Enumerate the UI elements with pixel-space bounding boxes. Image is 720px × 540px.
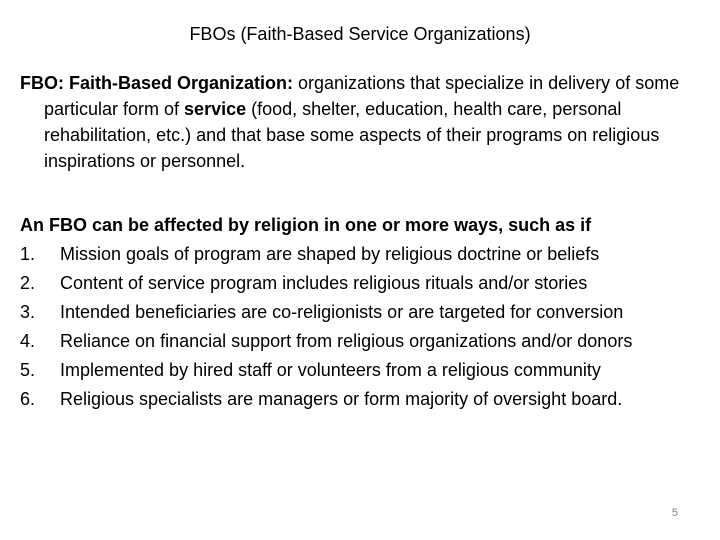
list-item-number: 5. (20, 360, 36, 380)
list-item-4 (20, 328, 710, 354)
list-item-text: Implemented by hired staff or volunteers from a religious community (60, 360, 601, 380)
list-item-number: 2. (20, 273, 36, 293)
list-item-text: Mission goals of program are shaped by religious doctrine or beliefs (60, 244, 600, 264)
page-number: 5 (671, 507, 678, 519)
list-item-text: Religious specialists are managers or form majority of oversight board. (60, 389, 623, 409)
list-item-text: Reliance on financial support from religious organizations and/or donors (60, 331, 633, 351)
list-item-6 (20, 386, 710, 412)
list-item-5 (20, 357, 710, 383)
list-item-number: 3. (20, 302, 36, 322)
religion-effects-section (20, 212, 710, 412)
list-intro-text: An FBO can be affected by religion in one or more ways, such as if (20, 215, 592, 235)
definition-text-after: (food, shelter, education, health care, personal rehabilitation, etc.) and that base some aspects of their programs on religious inspirations or personnel. (44, 99, 660, 171)
list-intro (20, 212, 710, 238)
definition-label: FBO: Faith-Based Organization: (20, 73, 294, 93)
list-item-number: 6. (20, 389, 36, 409)
list-item-text: Content of service program includes religious rituals and/or stories (60, 273, 588, 293)
list-item-2 (20, 270, 710, 296)
list-item-1 (20, 241, 710, 267)
religion-effects-list (20, 241, 710, 412)
list-item-text: Intended beneficiaries are co-religionists or are targeted for conversion (60, 302, 624, 322)
definition-text-before: organizations that specialize in delivery of some particular form of (44, 73, 680, 119)
slide-title: FBOs (Faith-Based Service Organizations) (189, 24, 531, 44)
list-item-number: 4. (20, 331, 36, 351)
list-item-number: 1. (20, 244, 36, 264)
definition-bold-word: service (184, 99, 247, 119)
list-item-3 (20, 299, 710, 325)
definition-paragraph (20, 70, 720, 174)
